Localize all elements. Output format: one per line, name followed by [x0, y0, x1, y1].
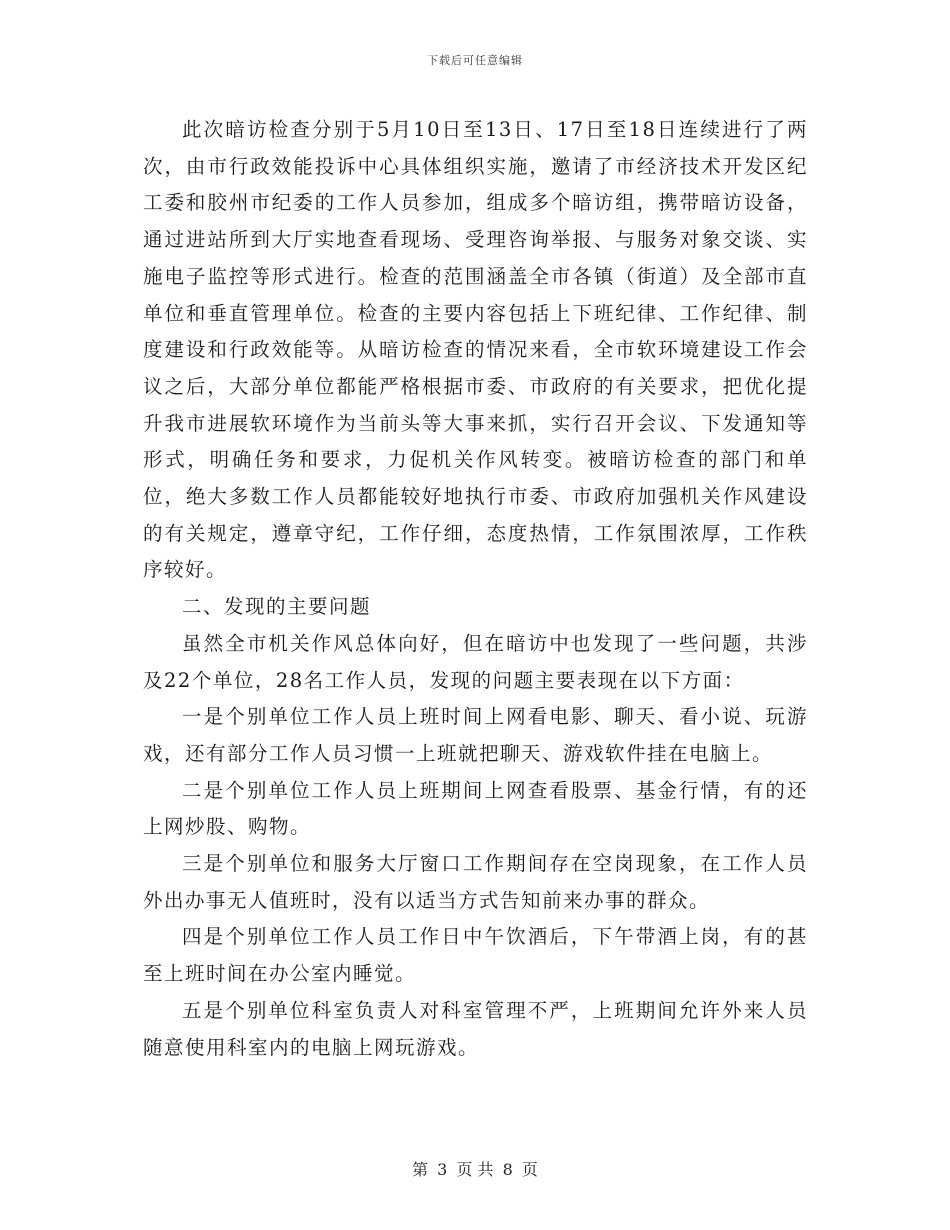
paragraph-problem-three: 三是个别单位和服务大厅窗口工作期间存在空岗现象，在工作人员外出办事无人值班时，没有以适当方式告知前来办事的群众。: [143, 852, 808, 912]
paragraph-problems-summary: 虽然全市机关作风总体向好，但在暗访中也发现了一些问题，共涉及22个单位，28名工作人员，发现的问题主要表现在以下方面：: [143, 631, 808, 692]
footer-current-page: 3: [437, 1160, 448, 1179]
paragraph-problem-four: 四是个别单位工作人员工作日中午饮酒后，下午带酒上岗，有的甚至上班时间在办公室内睡觉。: [143, 925, 808, 986]
paragraph-problem-one: 一是个别单位工作人员上班时间上网看电影、聊天、看小说、玩游戏，还有部分工作人员习惯一上班就把聊天、游戏软件挂在电脑上。: [143, 705, 808, 765]
paragraph-problem-two: 二是个别单位工作人员上班期间上网查看股票、基金行情，有的还上网炒股、购物。: [143, 778, 808, 839]
footer-prefix: 第: [412, 1160, 429, 1179]
page-number-footer: [0, 1157, 950, 1180]
paragraph-problem-five: 五是个别单位科室负责人对科室管理不严，上班期间允许外来人员随意使用科室内的电脑上网玩游戏。: [143, 998, 808, 1059]
footer-middle: 页 共: [456, 1160, 494, 1179]
document-body: [143, 112, 808, 1066]
paragraph-inspection-overview: 此次暗访检查分别于5月10日至13日、17日至18日连续进行了两次，由市行政效能投诉中心具体组织实施，邀请了市经济技术开发区纪工委和胶州市纪委的工作人员参加，组成多个暗访组，携带暗访设备，通过进站所到大厅实地查看现场、受理咨询举报、与服务对象交谈、实施电子监控等形式进行。检查的范围涵盖全市各镇（街道）及全部市直单位和垂直管理单位。检查的主要内容包括上下班纪律、工作纪律、制度建设和行政效能等。从暗访检查的情况来看，全市软环境建设工作会议之后，大部分单位都能严格根据市委、市政府的有关要求，把优化提升我市进展软环境作为当前头等大事来抓，实行召开会议、下发通知等形式，明确任务和要求，力促机关作风转变。被暗访检查的部门和单位，绝大多数工作人员都能较好地执行市委、市政府加强机关作风建设的有关规定，遵章守纪，工作仔细，态度热情，工作氛围浓厚，工作秩序较好。: [143, 118, 808, 582]
page-header-note: 下载后可任意编辑: [427, 54, 523, 67]
footer-suffix: 页: [521, 1160, 538, 1179]
section-heading-main-problems: 二、发现的主要问题: [182, 595, 372, 619]
footer-total-pages: 8: [502, 1160, 513, 1179]
